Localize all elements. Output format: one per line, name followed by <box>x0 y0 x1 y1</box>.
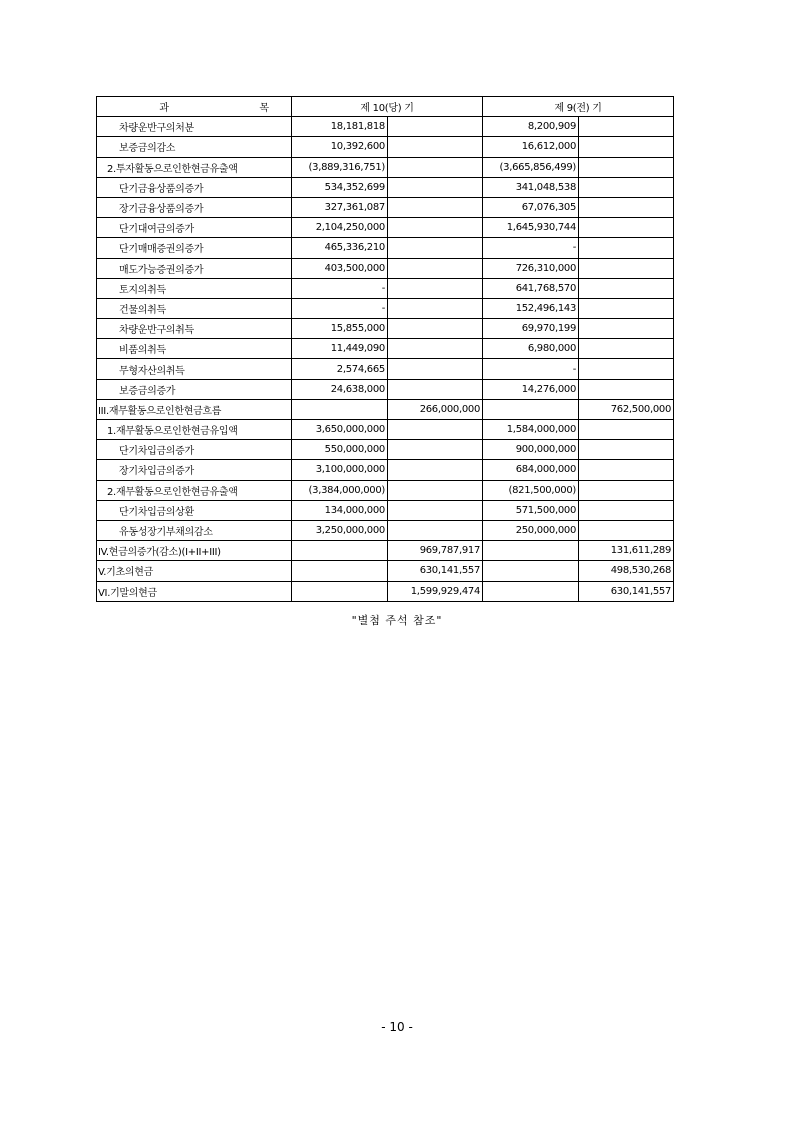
row-label: 장기금융상품의증가 <box>97 197 292 217</box>
previous-detail-cell <box>483 561 579 581</box>
current-total-cell <box>388 520 483 540</box>
previous-total-cell: 762,500,000 <box>579 399 674 419</box>
row-label: 토지의취득 <box>97 278 292 298</box>
table-row <box>97 238 674 258</box>
previous-detail-cell: 152,496,143 <box>483 298 579 318</box>
row-label: III.재무활동으로인한현금흐름 <box>97 399 292 419</box>
row-label: 단기대여금의증가 <box>97 218 292 238</box>
current-total-cell <box>388 238 483 258</box>
previous-detail-cell: 341,048,538 <box>483 177 579 197</box>
row-label: 차량운반구의취득 <box>97 319 292 339</box>
previous-total-cell <box>579 117 674 137</box>
current-total-cell: 969,787,917 <box>388 541 483 561</box>
previous-total-cell <box>579 238 674 258</box>
row-label: 보증금의감소 <box>97 137 292 157</box>
previous-detail-cell: 641,768,570 <box>483 278 579 298</box>
row-label: IV.현금의증가(감소)(I+II+III) <box>97 541 292 561</box>
previous-total-cell: 498,530,268 <box>579 561 674 581</box>
previous-total-cell <box>579 359 674 379</box>
table-row <box>97 298 674 318</box>
table-row <box>97 541 674 561</box>
header-item-a: 과 <box>159 103 169 115</box>
row-label: 비품의취득 <box>97 339 292 359</box>
current-total-cell <box>388 379 483 399</box>
current-detail-cell <box>292 581 388 601</box>
table-row <box>97 420 674 440</box>
cash-flow-table <box>96 96 674 602</box>
previous-total-cell: 630,141,557 <box>579 581 674 601</box>
current-detail-cell <box>292 561 388 581</box>
current-total-cell <box>388 197 483 217</box>
previous-detail-cell <box>483 541 579 561</box>
current-total-cell <box>388 339 483 359</box>
previous-total-cell <box>579 440 674 460</box>
previous-total-cell <box>579 379 674 399</box>
previous-total-cell <box>579 278 674 298</box>
current-detail-cell: 403,500,000 <box>292 258 388 278</box>
table-row <box>97 379 674 399</box>
table-row <box>97 581 674 601</box>
current-detail-cell: - <box>292 278 388 298</box>
current-detail-cell: 534,352,699 <box>292 177 388 197</box>
table-row <box>97 460 674 480</box>
previous-detail-cell: 1,584,000,000 <box>483 420 579 440</box>
current-total-cell <box>388 278 483 298</box>
current-detail-cell: (3,889,316,751) <box>292 157 388 177</box>
current-detail-cell: 2,104,250,000 <box>292 218 388 238</box>
previous-total-cell <box>579 197 674 217</box>
row-label: V.기초의현금 <box>97 561 292 581</box>
current-total-cell <box>388 480 483 500</box>
current-detail-cell: 134,000,000 <box>292 500 388 520</box>
table-row <box>97 177 674 197</box>
table-row <box>97 440 674 460</box>
previous-detail-cell: 1,645,930,744 <box>483 218 579 238</box>
row-label: 무형자산의취득 <box>97 359 292 379</box>
previous-total-cell <box>579 177 674 197</box>
header-previous-period: 제 9(전) 기 <box>483 97 674 117</box>
previous-detail-cell: (3,665,856,499) <box>483 157 579 177</box>
table-body <box>97 117 674 602</box>
previous-total-cell <box>579 258 674 278</box>
current-detail-cell: 18,181,818 <box>292 117 388 137</box>
current-detail-cell: 24,638,000 <box>292 379 388 399</box>
current-detail-cell: - <box>292 298 388 318</box>
previous-total-cell <box>579 520 674 540</box>
row-label: 보증금의증가 <box>97 379 292 399</box>
previous-detail-cell <box>483 581 579 601</box>
previous-total-cell <box>579 157 674 177</box>
table-row <box>97 137 674 157</box>
current-detail-cell: (3,384,000,000) <box>292 480 388 500</box>
previous-detail-cell <box>483 399 579 419</box>
table-row <box>97 278 674 298</box>
footnote: "별첨 주석 참조" <box>351 614 443 627</box>
previous-detail-cell: 69,970,199 <box>483 319 579 339</box>
row-label: 단기금융상품의증가 <box>97 177 292 197</box>
current-total-cell: 1,599,929,474 <box>388 581 483 601</box>
row-label: 유동성장기부채의감소 <box>97 520 292 540</box>
row-label: 단기차입금의증가 <box>97 440 292 460</box>
previous-detail-cell: 6,980,000 <box>483 339 579 359</box>
previous-detail-cell: (821,500,000) <box>483 480 579 500</box>
table-row <box>97 218 674 238</box>
previous-total-cell <box>579 218 674 238</box>
previous-detail-cell: 16,612,000 <box>483 137 579 157</box>
current-detail-cell: 3,250,000,000 <box>292 520 388 540</box>
previous-total-cell <box>579 339 674 359</box>
previous-detail-cell: 67,076,305 <box>483 197 579 217</box>
table-row <box>97 117 674 137</box>
previous-total-cell <box>579 480 674 500</box>
previous-detail-cell: 571,500,000 <box>483 500 579 520</box>
current-detail-cell: 10,392,600 <box>292 137 388 157</box>
row-label: 1.재무활동으로인한현금유입액 <box>97 420 292 440</box>
table-row <box>97 359 674 379</box>
current-detail-cell: 15,855,000 <box>292 319 388 339</box>
row-label: 차량운반구의처분 <box>97 117 292 137</box>
current-total-cell: 266,000,000 <box>388 399 483 419</box>
previous-total-cell <box>579 319 674 339</box>
current-detail-cell: 3,100,000,000 <box>292 460 388 480</box>
current-total-cell <box>388 440 483 460</box>
current-detail-cell: 3,650,000,000 <box>292 420 388 440</box>
table-row <box>97 500 674 520</box>
previous-detail-cell: - <box>483 238 579 258</box>
previous-detail-cell: 8,200,909 <box>483 117 579 137</box>
current-total-cell <box>388 500 483 520</box>
current-total-cell <box>388 420 483 440</box>
header-item <box>97 97 292 117</box>
previous-detail-cell: 726,310,000 <box>483 258 579 278</box>
previous-detail-cell: - <box>483 359 579 379</box>
previous-total-cell <box>579 460 674 480</box>
previous-detail-cell: 684,000,000 <box>483 460 579 480</box>
row-label: 단기매매증권의증가 <box>97 238 292 258</box>
current-detail-cell <box>292 399 388 419</box>
page-number: - 10 - <box>381 1020 413 1034</box>
previous-detail-cell: 900,000,000 <box>483 440 579 460</box>
previous-total-cell <box>579 137 674 157</box>
current-total-cell <box>388 298 483 318</box>
table-row <box>97 319 674 339</box>
row-label: 건물의취득 <box>97 298 292 318</box>
current-detail-cell: 11,449,090 <box>292 339 388 359</box>
current-total-cell <box>388 137 483 157</box>
current-detail-cell: 2,574,665 <box>292 359 388 379</box>
table-row <box>97 258 674 278</box>
table-row <box>97 520 674 540</box>
header-current-period: 제 10(당) 기 <box>292 97 483 117</box>
table-row <box>97 197 674 217</box>
table-row <box>97 561 674 581</box>
table-row <box>97 339 674 359</box>
header-item-b: 목 <box>259 103 269 115</box>
table-row <box>97 157 674 177</box>
current-detail-cell: 550,000,000 <box>292 440 388 460</box>
row-label: 2.투자활동으로인한현금유출액 <box>97 157 292 177</box>
row-label: 장기차입금의증가 <box>97 460 292 480</box>
current-detail-cell <box>292 541 388 561</box>
row-label: 2.재무활동으로인한현금유출액 <box>97 480 292 500</box>
previous-detail-cell: 250,000,000 <box>483 520 579 540</box>
current-total-cell <box>388 157 483 177</box>
previous-total-cell: 131,611,289 <box>579 541 674 561</box>
table-row <box>97 480 674 500</box>
current-total-cell <box>388 117 483 137</box>
current-total-cell: 630,141,557 <box>388 561 483 581</box>
table-row <box>97 399 674 419</box>
previous-total-cell <box>579 298 674 318</box>
row-label: VI.기말의현금 <box>97 581 292 601</box>
current-total-cell <box>388 258 483 278</box>
previous-total-cell <box>579 420 674 440</box>
current-total-cell <box>388 218 483 238</box>
previous-total-cell <box>579 500 674 520</box>
current-total-cell <box>388 177 483 197</box>
current-detail-cell: 327,361,087 <box>292 197 388 217</box>
current-total-cell <box>388 359 483 379</box>
current-total-cell <box>388 319 483 339</box>
previous-detail-cell: 14,276,000 <box>483 379 579 399</box>
current-total-cell <box>388 460 483 480</box>
table-header-row <box>97 97 674 117</box>
row-label: 단기차입금의상환 <box>97 500 292 520</box>
row-label: 매도가능증권의증가 <box>97 258 292 278</box>
current-detail-cell: 465,336,210 <box>292 238 388 258</box>
